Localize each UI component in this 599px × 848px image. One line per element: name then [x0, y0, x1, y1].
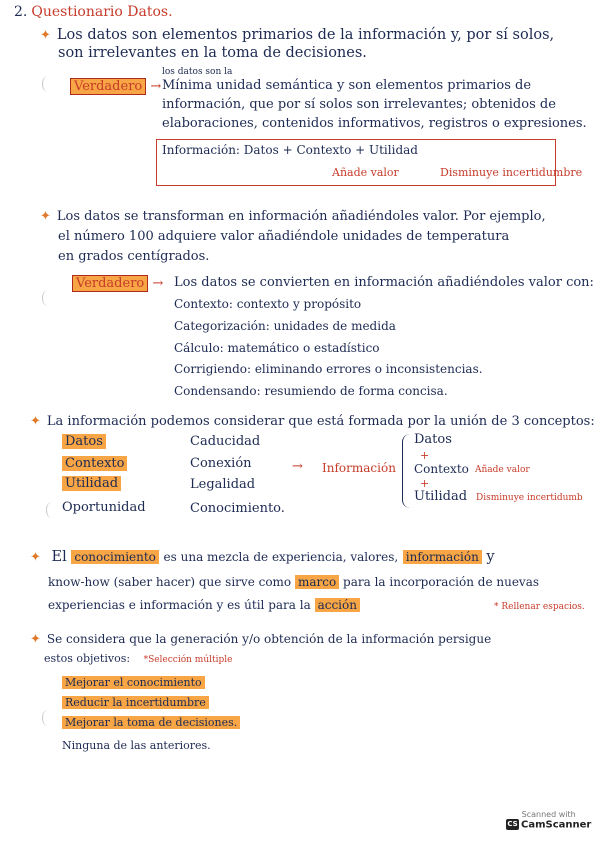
- q3-col2-item: Legalidad: [190, 477, 256, 492]
- q3-option-utilidad: Utilidad: [62, 476, 121, 491]
- radio-circle: [42, 76, 53, 92]
- camscanner-logo-icon: CS: [507, 820, 518, 828]
- q1-answer: Verdadero: [70, 78, 146, 95]
- q3-right-datos: Datos: [414, 432, 452, 447]
- q5-option: [62, 716, 240, 729]
- q2-item-1: Contexto: contexto y propósito: [174, 297, 362, 311]
- q3-col1-item: [62, 456, 127, 471]
- q3-line: La información podemos considerar que está formada por la unión de 3 conceptos:: [46, 414, 595, 429]
- bullet-icon: ✦: [40, 209, 51, 224]
- q4-text: es una mezcla de experiencia, valores,: [163, 550, 399, 564]
- q1-line-2: son irrelevantes en la toma de decisiones.: [58, 45, 367, 61]
- q1-line-1: Los datos son elementos primarios de la información y, por sí solos,: [56, 27, 555, 43]
- q3-col2-item: Caducidad: [190, 434, 261, 449]
- camscanner-watermark: [506, 810, 591, 831]
- radio-circle: [42, 290, 53, 306]
- q3-info-label: Información: [322, 461, 396, 475]
- arrow-icon: →: [292, 459, 303, 474]
- q4-blank-conocimiento: conocimiento: [71, 550, 159, 564]
- q4-text: para la incorporación de nuevas: [343, 575, 540, 589]
- radio-circle: [42, 710, 53, 726]
- q4-blank-marco: marco: [295, 575, 339, 589]
- q4-text: experiencias e información y es útil para la: [48, 598, 311, 612]
- q2-item-4: Corrigiendo: eliminando errores o inconsistencias.: [174, 362, 483, 376]
- q3-col2-item: Conocimiento.: [190, 501, 285, 516]
- q4-blank-accion: acción: [315, 598, 360, 612]
- q5-line-1: [30, 632, 491, 647]
- scanner-line-1: Scanned with: [521, 810, 576, 819]
- q3-right-aporta: Añade valor: [475, 465, 530, 475]
- q3-statement: [30, 414, 595, 429]
- q5-option-3: Mejorar la toma de decisiones.: [62, 716, 240, 729]
- q3-right-utilidad: Utilidad: [414, 489, 468, 504]
- q5-note: *Selección múltiple: [143, 655, 233, 665]
- q5-text: Se considera que la generación y/o obtención de la información persigue: [46, 632, 492, 646]
- q1-note: los datos son la: [162, 67, 233, 77]
- bullet-icon: ✦: [30, 632, 41, 647]
- q3-col1-item: [62, 476, 121, 491]
- q4-line-3: [48, 598, 360, 612]
- q5-line-2: [44, 652, 232, 665]
- q2-line-1: Los datos se transforman en información añadiéndoles valor. Por ejemplo,: [56, 209, 546, 224]
- q2-answer-row: [72, 276, 163, 291]
- q3-right-contexto: Contexto: [414, 462, 469, 476]
- page-title: [14, 4, 173, 20]
- q4-note: * Rellenar espacios.: [494, 602, 585, 612]
- q2-line-3: en grados centígrados.: [58, 249, 210, 264]
- bullet-icon: ✦: [30, 550, 41, 565]
- q5-text: estos objetivos:: [44, 652, 131, 665]
- q2-item-2: Categorización: unidades de medida: [174, 319, 396, 333]
- q1-exp-1: Mínima unidad semántica y son elementos primarios de: [162, 78, 532, 93]
- q1-answer-row: [70, 79, 161, 94]
- bullet-icon: ✦: [40, 28, 51, 43]
- plus-icon: +: [420, 477, 430, 490]
- title-number: 2.: [14, 4, 28, 20]
- q4-line-2: [48, 575, 539, 589]
- q2-item-3: Cálculo: matemático o estadístico: [174, 341, 380, 355]
- q5-option: [62, 696, 209, 709]
- q1-exp-3: elaboraciones, contenidos informativos, registros o expresiones.: [162, 116, 587, 131]
- title-text: Questionario Datos.: [31, 4, 173, 20]
- q2-line-2: el número 100 adquiere valor añadiéndole unidades de temperatura: [58, 229, 510, 244]
- q3-option-contexto: Contexto: [62, 456, 127, 471]
- arrow-icon: →: [150, 79, 162, 94]
- q4-text: know-how (saber hacer) que sirve como: [48, 575, 292, 589]
- q5-option-4: Ninguna de las anteriores.: [62, 739, 211, 752]
- disminuye-incertidumbre: Disminuye incertidumbre: [440, 166, 583, 179]
- q2-statement: [40, 206, 546, 227]
- brace-icon: [402, 434, 413, 508]
- q2-exp-1: Los datos se convierten en información añadiéndoles valor con:: [174, 275, 594, 290]
- q3-option-datos: Datos: [62, 434, 106, 449]
- scanner-line-2: [506, 819, 591, 831]
- q5-option-1: Mejorar el conocimiento: [62, 676, 205, 689]
- aporta-valor: Añade valor: [332, 166, 399, 179]
- q2-answer: Verdadero: [72, 275, 148, 292]
- q3-col2-item: Conexión: [190, 456, 252, 471]
- q5-option: [62, 676, 205, 689]
- bullet-icon: ✦: [30, 414, 41, 429]
- q4-line-1: [30, 547, 495, 568]
- q4-text: El: [51, 549, 67, 565]
- q4-text: y: [486, 549, 495, 565]
- scanner-brand: CamScanner: [521, 819, 592, 831]
- q1-exp-2: información, que por sí solos son irrelevantes; obtenidos de: [162, 97, 556, 112]
- q3-right-disminuye: Disminuye incertidumb: [476, 493, 583, 503]
- q3-option-oportunidad: Oportunidad: [62, 500, 146, 515]
- info-formula: Información: Datos + Contexto + Utilidad: [162, 143, 418, 157]
- arrow-icon: →: [152, 276, 164, 291]
- q2-item-5: Condensando: resumiendo de forma concisa.: [174, 384, 448, 398]
- q3-col1-item: [62, 434, 106, 449]
- radio-circle: [46, 502, 57, 518]
- plus-icon: +: [420, 449, 430, 462]
- q5-option-2: Reducir la incertidumbre: [62, 696, 209, 709]
- q4-blank-informacion: información: [403, 550, 482, 564]
